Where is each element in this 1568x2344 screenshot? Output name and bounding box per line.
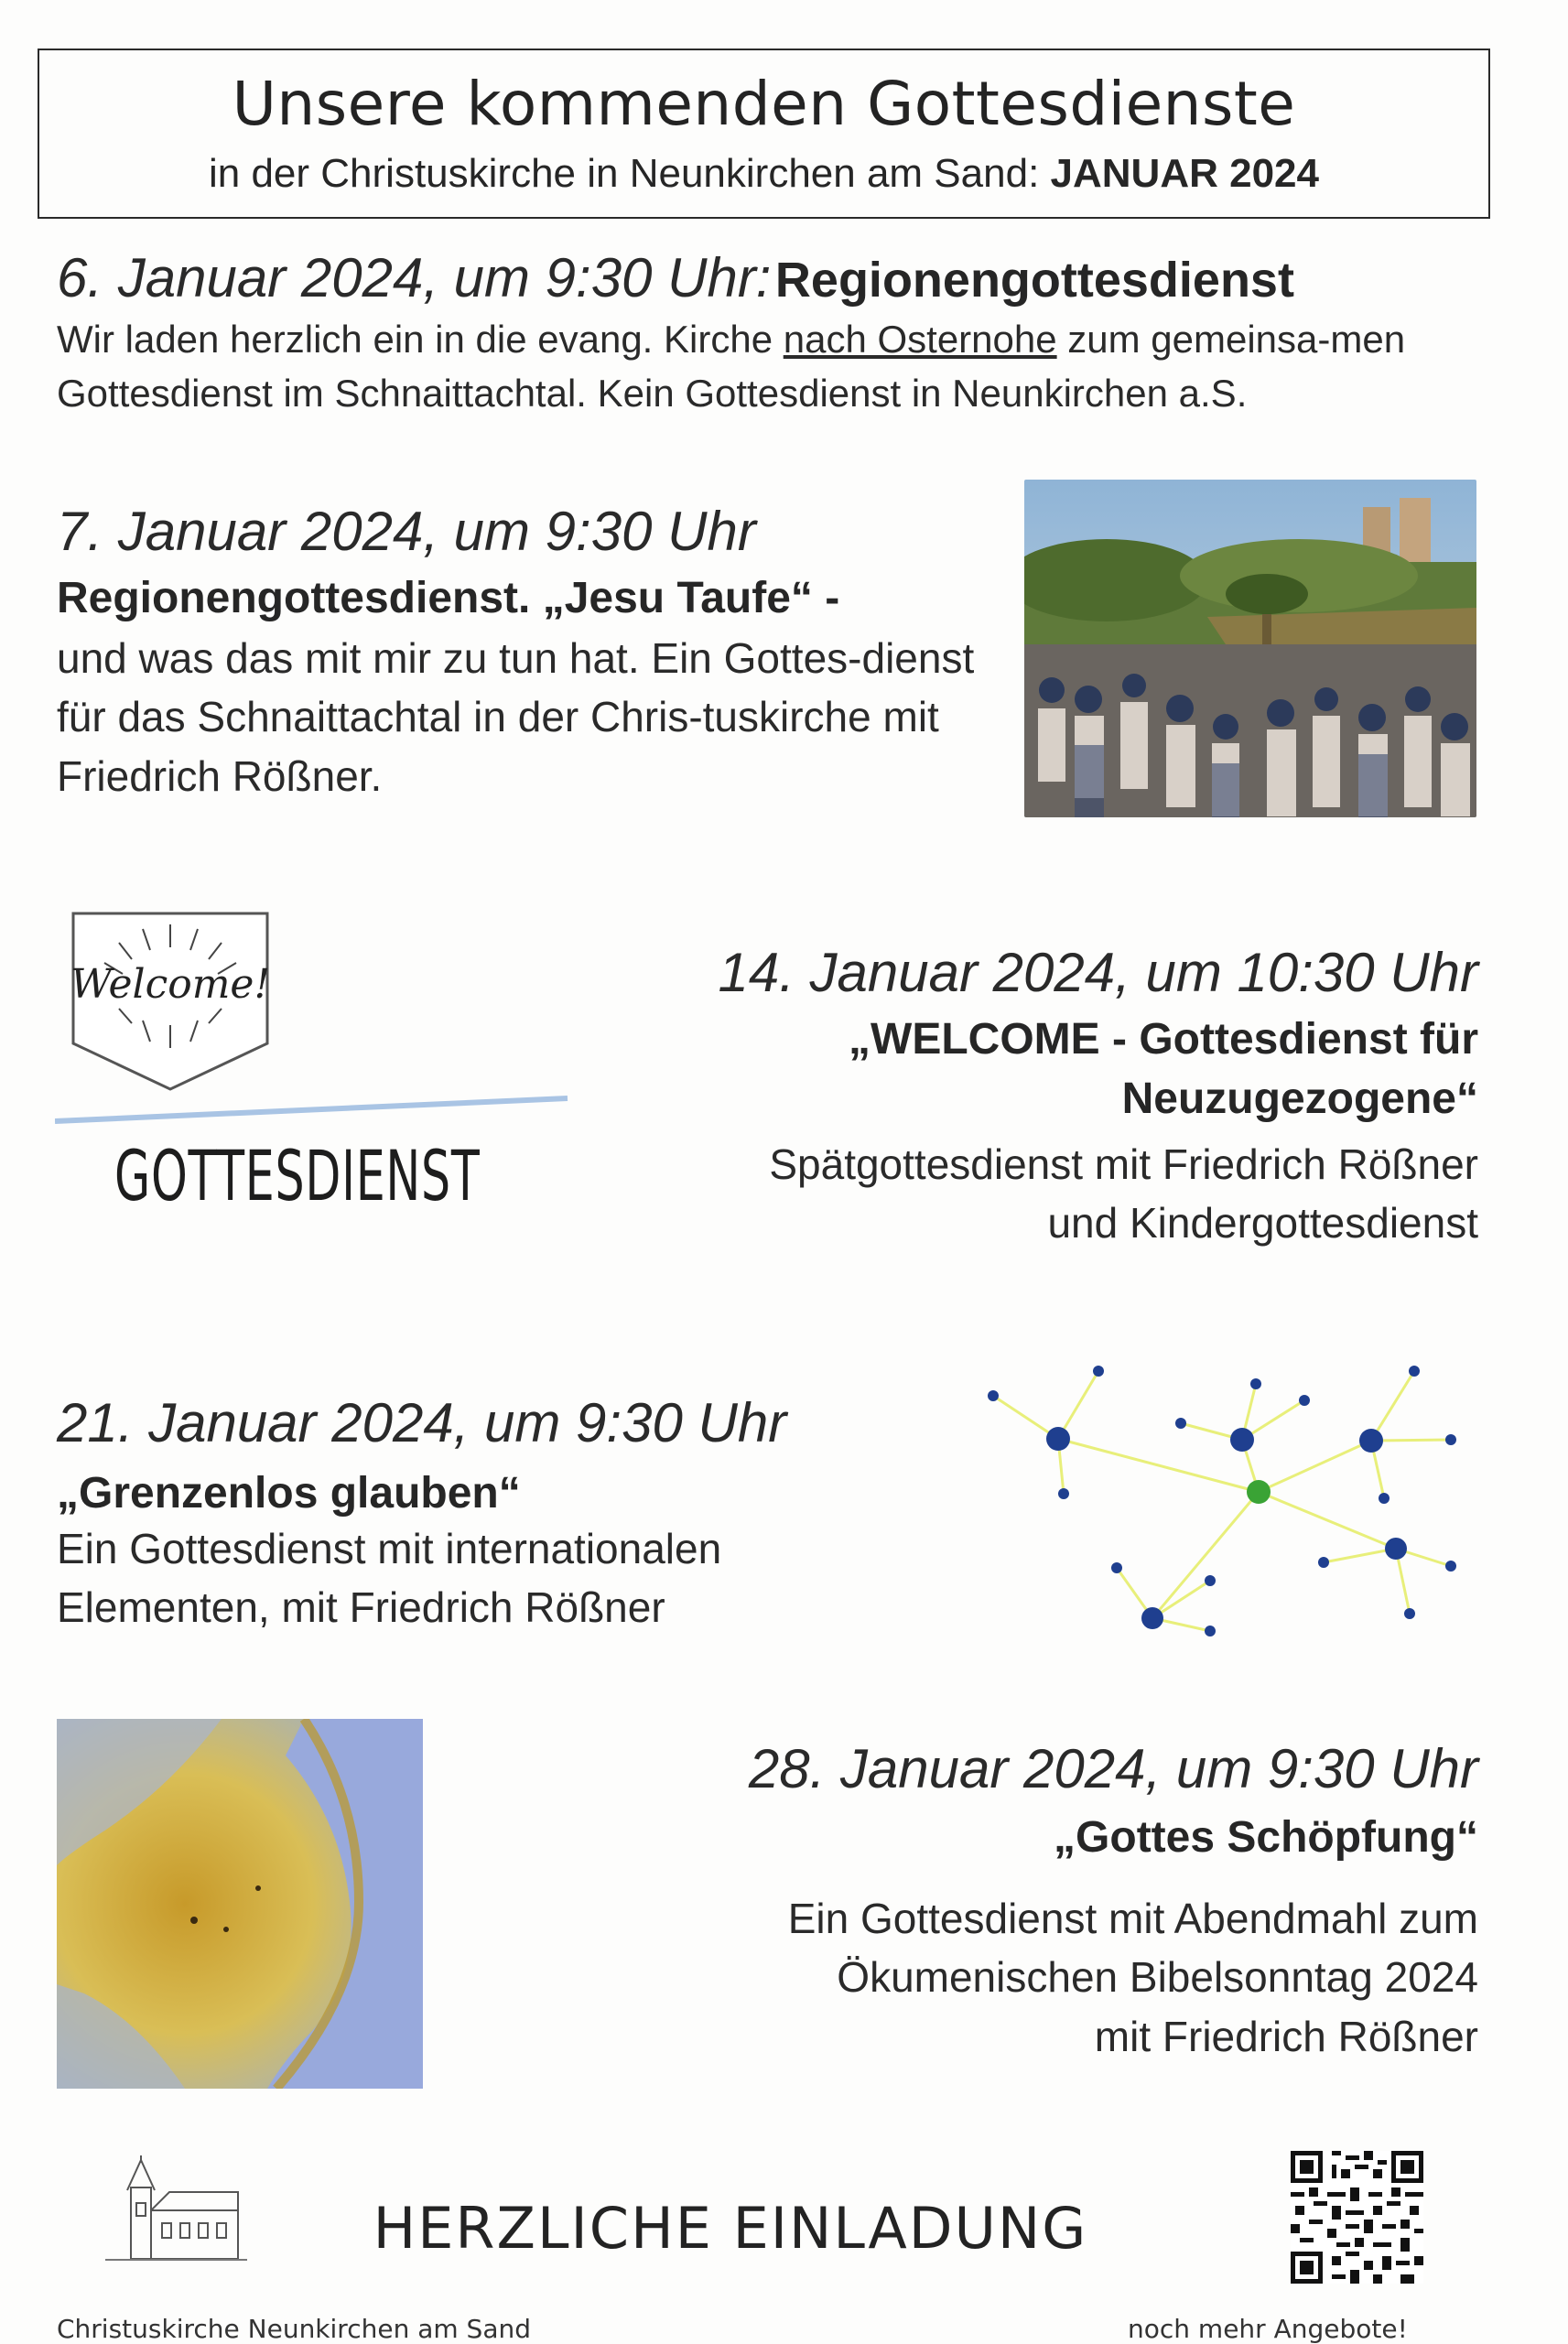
event-5-body-line2: Ökumenischen Bibelsonntag 2024 (837, 1953, 1478, 2002)
invitation-heading: HERZLICHE EINLADUNG (373, 2195, 1088, 2262)
page-subtitle (39, 151, 1488, 197)
church-drawing (105, 2155, 247, 2265)
event-4-body (57, 1519, 972, 1637)
event-5-body-line3: mit Friedrich Rößner (1094, 2012, 1478, 2060)
event-1-date: 6. Januar 2024, um 9:30 Uhr: (57, 247, 772, 308)
event-4-title: „Grenzenlos glauben“ (57, 1469, 521, 1518)
creation-art-image (57, 1719, 423, 2089)
event-5-body (586, 1889, 1478, 2066)
gottesdienst-word: GOTTESDIENST (114, 1135, 481, 1216)
church-label: Christuskirche Neunkirchen am Sand (57, 2314, 531, 2344)
event-3-body (586, 1135, 1478, 1253)
event-2-text (57, 569, 1009, 805)
more-offers-label: noch mehr Angebote! (1128, 2314, 1408, 2344)
welcome-script: Welcome! (70, 961, 271, 1008)
event-3-title-line2: Neuzugezogene“ (1121, 1074, 1478, 1123)
subtitle-month: JANUAR 2024 (1050, 151, 1319, 196)
event-2-date: 7. Januar 2024, um 9:30 Uhr (57, 501, 756, 562)
event-4-body-line1: Ein Gottesdienst mit internationalen (57, 1525, 722, 1572)
event-5-date: 28. Januar 2024, um 9:30 Uhr (748, 1738, 1478, 1799)
event-3-date: 14. Januar 2024, um 10:30 Uhr (718, 942, 1478, 1003)
baptism-site-photo (1024, 480, 1476, 817)
subtitle-prefix: in der Christuskirche in Neunkirchen am Sand: (208, 151, 1040, 196)
event-4-date: 21. Januar 2024, um 9:30 Uhr (57, 1392, 787, 1453)
event-1-body-post: zum gemeinsa-men Gottesdienst im Schnaittachtal. Kein Gottesdienst in Neunkirchen a.S. (57, 318, 1406, 415)
event-1-title: Regionengottesdienst (774, 253, 1294, 308)
header-box (38, 49, 1490, 219)
event-3-body-line1: Spätgottesdienst mit Friedrich Rößner (769, 1140, 1478, 1188)
event-3-body-line2: und Kindergottesdienst (1047, 1199, 1478, 1248)
event-1-body-pre: Wir laden herzlich ein in die evang. Kirche (57, 318, 784, 361)
event-2-title: Regionengottesdienst. „Jesu Taufe“ - (57, 574, 840, 622)
event-5-title: „Gottes Schöpfung“ (1054, 1813, 1478, 1862)
qr-code-icon[interactable] (1291, 2151, 1423, 2284)
event-3-title (586, 1010, 1478, 1129)
event-2-body: und was das mit mir zu tun hat. Ein Gottes-dienst für das Schnaittachtal in der Chris-tuskirche mit Friedrich Rößner. (57, 633, 975, 800)
event-3-title-line1: „WELCOME - Gottesdienst für (849, 1015, 1478, 1064)
network-graphic (979, 1345, 1492, 1647)
event-1-link[interactable]: nach Osternohe (783, 318, 1057, 361)
page-title: Unsere kommenden Gottesdienste (232, 69, 1296, 139)
event-1-heading (57, 247, 1485, 314)
event-5-body-line1: Ein Gottesdienst mit Abendmahl zum (787, 1895, 1478, 1942)
event-4-body-line2: Elementen, mit Friedrich Rößner (57, 1583, 665, 1632)
event-1-body (57, 313, 1494, 421)
welcome-logo (55, 906, 577, 1236)
